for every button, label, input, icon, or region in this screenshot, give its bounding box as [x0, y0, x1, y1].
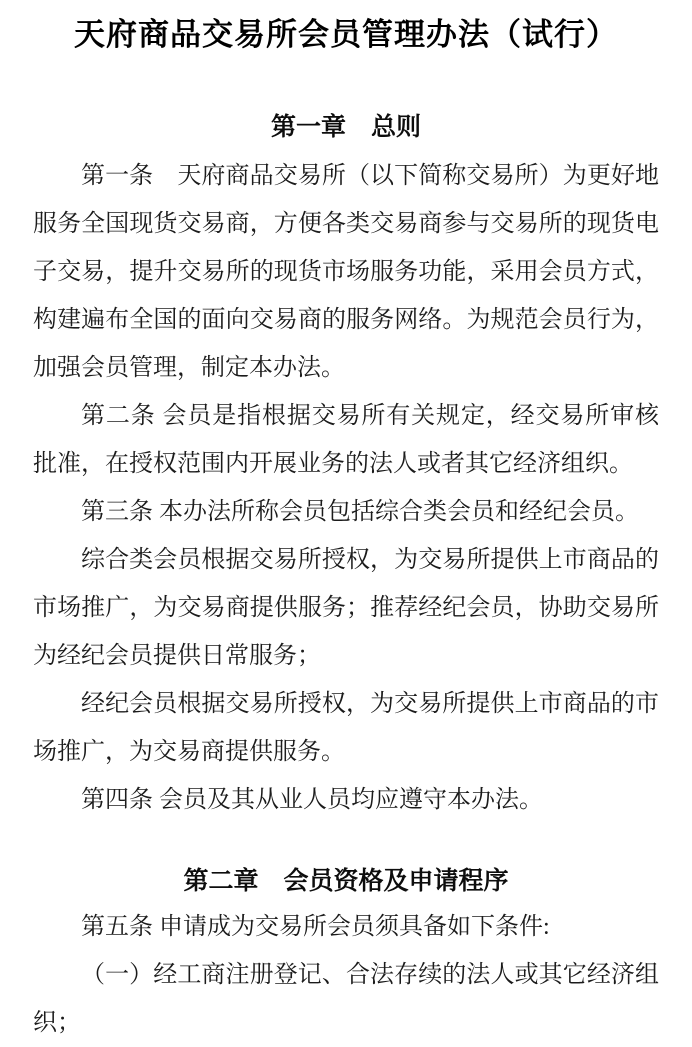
chapter-2-heading: 第二章 会员资格及申请程序	[183, 867, 509, 895]
article-3-broker-members-paragraph: 经纪会员根据交易所授权，为交易所提供上市商品的市场推广，为交易商提供服务。	[33, 691, 659, 765]
chapter-1	[33, 112, 659, 824]
article-1-paragraph: 第一条 天府商品交易所（以下简称交易所）为更好地服务全国现货交易商，方便各类交易商参与交易所的现货电子交易，提升交易所的现货市场服务功能，采用会员方式，构建遍布全国的面向交易商的服务网络。为规范会员行为，加强会员管理，制定本办法。	[33, 163, 659, 381]
article-5-paragraph: 第五条 申请成为交易所会员须具备如下条件:	[81, 914, 550, 940]
chapter-2-body	[33, 903, 659, 1047]
article-2-paragraph: 第二条 会员是指根据交易所有关规定，经交易所审核批准，在授权范围内开展业务的法人或者其它经济组织。	[33, 403, 659, 477]
article-3-comprehensive-members-paragraph: 综合类会员根据交易所授权，为交易所提供上市商品的市场推广，为交易商提供服务；推荐经纪会员，协助交易所为经纪会员提供日常服务；	[33, 547, 659, 669]
chapter-1-heading: 第一章 总则	[270, 113, 421, 141]
article-4-paragraph: 第四条 会员及其从业人员均应遵守本办法。	[81, 787, 543, 813]
document-title: 天府商品交易所会员管理办法（试行）	[74, 17, 618, 52]
chapter-1-body	[33, 152, 659, 824]
article-5-item-1-paragraph: （一）经工商注册登记、合法存续的法人或其它经济组织；	[33, 962, 659, 1036]
article-3-paragraph: 第三条 本办法所称会员包括综合类会员和经纪会员。	[81, 499, 639, 525]
chapter-2	[33, 866, 659, 1047]
